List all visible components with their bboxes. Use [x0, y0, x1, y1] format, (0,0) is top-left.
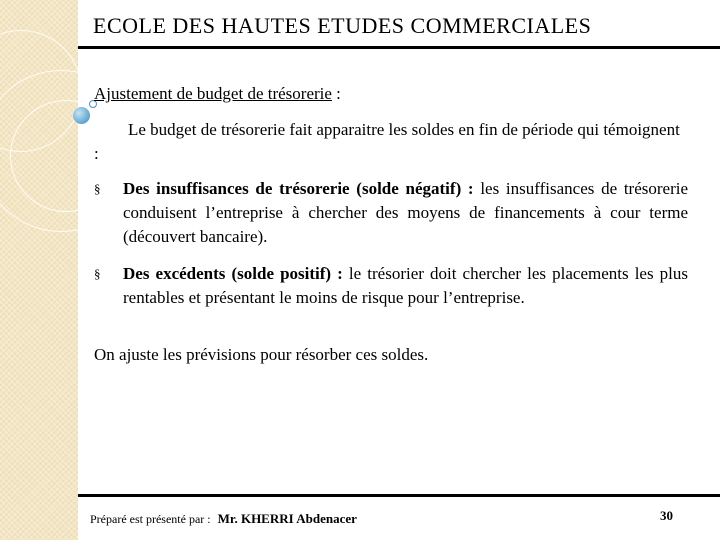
- bullet-item: [94, 262, 688, 310]
- section-heading: [94, 84, 341, 104]
- bullet-term: Des insuffisances de trésorerie (solde négatif) :: [123, 179, 474, 198]
- bullet-marker: §: [94, 266, 101, 281]
- decorative-sidebar: [0, 0, 78, 540]
- bullet-marker: §: [94, 181, 101, 196]
- section-heading-suffix: :: [331, 84, 341, 103]
- bottom-divider: [78, 494, 720, 497]
- footer-author: Mr. KHERRI Abdenacer: [217, 511, 357, 526]
- conclusion-paragraph: On ajuste les prévisions pour résorber ces soldes.: [94, 345, 429, 364]
- bullet-text: [123, 177, 688, 249]
- footer: [90, 511, 357, 527]
- bullet-description: le trésorier doit chercher les placements les plus rentables et présentant le moins de risque pour l’entreprise.: [123, 264, 689, 307]
- intro-paragraph: Le budget de trésorerie fait apparaitre les soldes en fin de période qui témoignent :: [94, 120, 680, 163]
- bullet-text: [123, 262, 688, 310]
- bullet-description: les insuffisances de trésorerie conduisent l’entreprise à chercher des moyens de financements à cour terme (découvert bancaire).: [123, 179, 689, 246]
- footer-prepared-label: Préparé est présenté par :: [90, 512, 211, 526]
- slide-title: ECOLE DES HAUTES ETUDES COMMERCIALES: [93, 13, 592, 38]
- top-divider: [78, 46, 720, 49]
- bullet-item: [94, 177, 688, 249]
- section-heading-text: Ajustement de budget de trésorerie: [94, 84, 332, 103]
- decorative-dot-icon: [73, 107, 90, 124]
- page-number: 30: [660, 508, 673, 523]
- bullet-term: Des excédents (solde positif) :: [123, 264, 343, 283]
